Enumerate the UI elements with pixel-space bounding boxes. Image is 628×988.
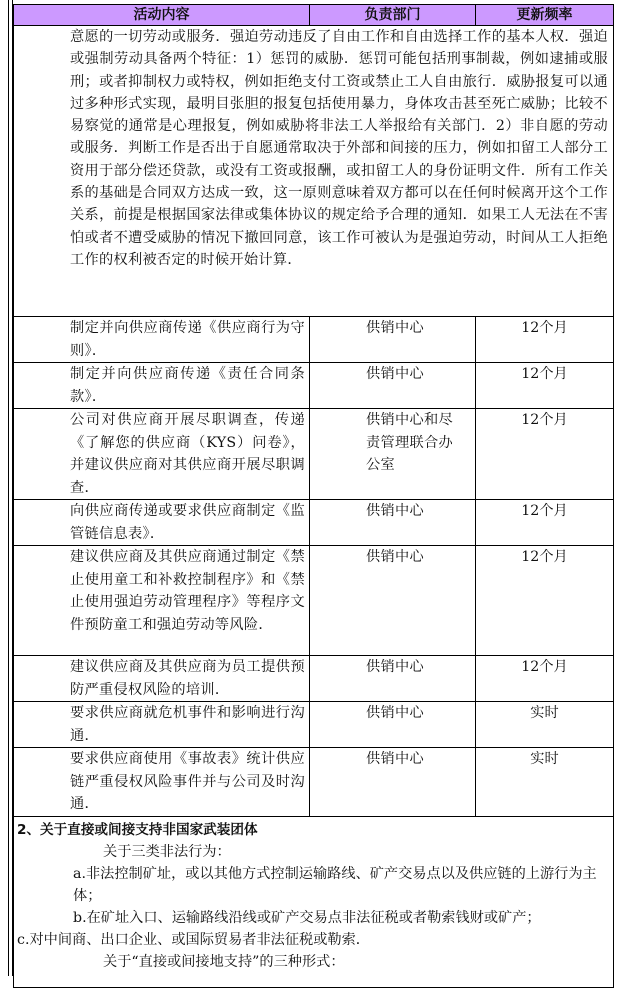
due-diligence-table xyxy=(13,4,614,988)
forced-labor-paragraph: 意愿的一切劳动或服务．强迫劳动违反了自由工作和自由选择工作的基本人权．强迫或强制劳动具备两个特征：1）惩罚的威胁．惩罚可能包括刑事制裁，例如逮捕或服刑；或者抑制权力或特权，例如拒绝支付工资或禁止工人自由旅行．威胁报复可以通过多种形式实现，最明目张胆的报复包括使用暴力，身体攻击甚至死亡威胁；比较不易察觉的通常是心理报复，例如威胁将非法工人举报给有关部门．2）非自愿的劳动或服务．判断工作是否出于自愿通常取决于外部和间接的压力，例如扣留工人部分工资用于部分偿还贷款，或没有工资或报酬，或扣留工人的身份证明文件．所有工作关系的基础是合同双方达成一致，这一原则意味着双方都可以在任何时候离开这个工作关系，前提是根据国家法律或集体协议的规定给予合理的通知．如果工人无法在不害怕或者不遭受威胁的情况下撤回同意，该工作可被认为是强迫劳动，时间从工人拒绝工作的权利被否定的时候开始计算． xyxy=(70,29,608,268)
forced-labor-definition-row xyxy=(14,26,614,317)
row-activity: 建议供应商及其供应商通过制定《禁止使用童工和补救控制程序》和《禁止使用强迫劳动管理程序》等程序文件预防童工和强迫劳动等风险． xyxy=(70,549,305,633)
row-department: 供销中心 xyxy=(366,366,424,382)
section-2-item-b: b.在矿址入口、运输路线沿线或矿产交易点非法征税或者勒索钱财或矿产； xyxy=(73,909,541,926)
row-activity: 要求供应商就危机事件和影响进行沟通． xyxy=(70,705,305,744)
table-header-row xyxy=(14,5,614,26)
header-frequency: 更新频率 xyxy=(476,5,614,26)
row-activity: 制定并向供应商传递《供应商行为守则》． xyxy=(70,320,305,359)
section-2-heading: 2、关于直接或间接支持非国家武装团体 xyxy=(17,821,258,838)
row-frequency: 12个月 xyxy=(521,549,568,565)
section-2-intro: 关于三类非法行为： xyxy=(103,843,231,860)
row-frequency: 12个月 xyxy=(521,503,568,519)
row-frequency: 实时 xyxy=(530,705,559,721)
row-department: 供销中心 xyxy=(366,705,424,721)
section-2-intro-forms: 关于“直接或间接地支持”的三种形式： xyxy=(103,953,345,970)
page-margin-line xyxy=(8,0,9,976)
row-department: 供销中心 xyxy=(366,659,424,675)
table-row xyxy=(14,500,614,546)
row-frequency: 12个月 xyxy=(521,412,568,428)
header-activity: 活动内容 xyxy=(14,5,310,26)
row-frequency: 实时 xyxy=(530,751,559,767)
row-activity: 建议供应商及其供应商为员工提供预防严重侵权风险的培训． xyxy=(70,659,305,698)
table-row xyxy=(14,409,614,500)
row-frequency: 12个月 xyxy=(521,659,568,675)
row-activity: 公司对供应商开展尽职调查，传递《了解您的供应商（KYS）问卷》，并建议供应商对其供应商开展尽职调查． xyxy=(70,412,305,496)
table-row xyxy=(14,656,614,702)
row-activity: 制定并向供应商传递《责任合同条款》． xyxy=(70,366,305,405)
table-row xyxy=(14,702,614,748)
row-frequency: 12个月 xyxy=(521,366,568,382)
section-2-block xyxy=(14,817,613,975)
section-2-item-a: a.非法控制矿址，或以其他方式控制运输路线、矿产交易点以及供应链的上游行为主体； xyxy=(73,865,597,904)
row-department: 供销中心 xyxy=(366,549,424,565)
section-2-item-c: c.对中间商、出口企业、或国际贸易者非法征税或勒索． xyxy=(17,931,370,948)
table-row xyxy=(14,748,614,817)
row-activity: 向供应商传递或要求供应商制定《监管链信息表》． xyxy=(70,503,305,542)
row-department: 供销中心 xyxy=(366,751,424,767)
row-frequency: 12个月 xyxy=(521,320,568,336)
row-department: 供销中心 xyxy=(366,320,424,336)
table-row xyxy=(14,363,614,409)
table-row xyxy=(14,317,614,363)
header-department: 负责部门 xyxy=(310,5,476,26)
row-department: 供销中心 xyxy=(366,503,424,519)
table-row xyxy=(14,546,614,656)
section-2-row xyxy=(14,816,614,987)
row-activity: 要求供应商使用《事故表》统计供应链严重侵权风险事件并与公司及时沟通． xyxy=(70,751,305,812)
row-department: 供销中心和尽责管理联合办公室 xyxy=(366,412,453,473)
